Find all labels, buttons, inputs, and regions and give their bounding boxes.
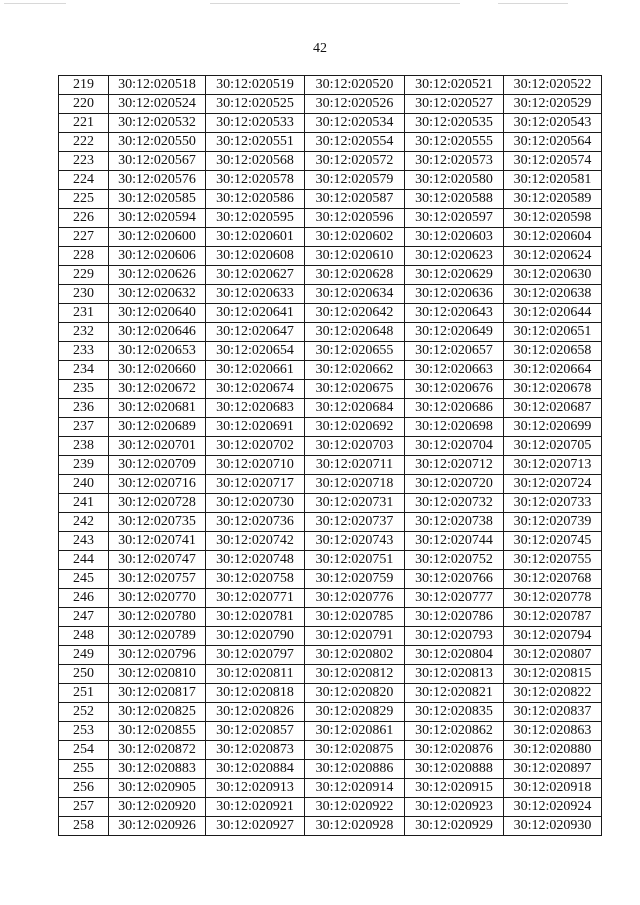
cadastral-number-cell: 30:12:020657 [405,342,504,361]
cadastral-number-cell: 30:12:020781 [206,608,305,627]
cadastral-number-cell: 30:12:020745 [504,532,602,551]
cadastral-number-cell: 30:12:020818 [206,684,305,703]
cadastral-number-cell: 30:12:020796 [109,646,206,665]
cadastral-number-cell: 30:12:020757 [109,570,206,589]
row-number-cell: 236 [59,399,109,418]
table-row [59,684,602,703]
cadastral-number-cell: 30:12:020672 [109,380,206,399]
row-number-cell: 246 [59,589,109,608]
cadastral-number-cell: 30:12:020787 [504,608,602,627]
cadastral-number-cell: 30:12:020820 [305,684,405,703]
cadastral-number-cell: 30:12:020815 [504,665,602,684]
row-number-cell: 243 [59,532,109,551]
cadastral-number-cell: 30:12:020743 [305,532,405,551]
cadastral-number-cell: 30:12:020651 [504,323,602,342]
table-row [59,95,602,114]
row-number-cell: 232 [59,323,109,342]
table-row [59,133,602,152]
cadastral-number-cell: 30:12:020759 [305,570,405,589]
cadastral-number-cell: 30:12:020691 [206,418,305,437]
cadastral-number-cell: 30:12:020522 [504,76,602,95]
cadastral-number-cell: 30:12:020681 [109,399,206,418]
cadastral-number-cell: 30:12:020573 [405,152,504,171]
cadastral-number-cell: 30:12:020738 [405,513,504,532]
row-number-cell: 248 [59,627,109,646]
cadastral-number-cell: 30:12:020821 [405,684,504,703]
cadastral-number-cell: 30:12:020857 [206,722,305,741]
cadastral-number-cell: 30:12:020601 [206,228,305,247]
table-row [59,399,602,418]
cadastral-number-cell: 30:12:020905 [109,779,206,798]
cadastral-number-cell: 30:12:020748 [206,551,305,570]
cadastral-number-cell: 30:12:020527 [405,95,504,114]
cadastral-number-cell: 30:12:020660 [109,361,206,380]
cadastral-number-cell: 30:12:020876 [405,741,504,760]
scan-artifact-line [210,3,460,4]
cadastral-number-cell: 30:12:020602 [305,228,405,247]
cadastral-number-cell: 30:12:020519 [206,76,305,95]
table-row [59,361,602,380]
cadastral-number-cell: 30:12:020883 [109,760,206,779]
cadastral-number-cell: 30:12:020551 [206,133,305,152]
cadastral-number-cell: 30:12:020683 [206,399,305,418]
cadastral-number-cell: 30:12:020626 [109,266,206,285]
cadastral-number-cell: 30:12:020699 [504,418,602,437]
row-number-cell: 224 [59,171,109,190]
cadastral-number-cell: 30:12:020736 [206,513,305,532]
row-number-cell: 225 [59,190,109,209]
row-number-cell: 233 [59,342,109,361]
cadastral-number-cell: 30:12:020888 [405,760,504,779]
cadastral-number-cell: 30:12:020568 [206,152,305,171]
cadastral-number-cell: 30:12:020813 [405,665,504,684]
table-row [59,817,602,836]
cadastral-number-cell: 30:12:020778 [504,589,602,608]
cadastral-number-cell: 30:12:020648 [305,323,405,342]
row-number-cell: 221 [59,114,109,133]
cadastral-number-cell: 30:12:020771 [206,589,305,608]
row-number-cell: 237 [59,418,109,437]
cadastral-number-cell: 30:12:020758 [206,570,305,589]
cadastral-number-cell: 30:12:020835 [405,703,504,722]
cadastral-number-cell: 30:12:020926 [109,817,206,836]
cadastral-number-cell: 30:12:020863 [504,722,602,741]
table-row [59,798,602,817]
cadastral-number-cell: 30:12:020794 [504,627,602,646]
cadastral-number-cell: 30:12:020922 [305,798,405,817]
row-number-cell: 255 [59,760,109,779]
cadastral-number-cell: 30:12:020855 [109,722,206,741]
cadastral-number-cell: 30:12:020595 [206,209,305,228]
cadastral-number-cell: 30:12:020588 [405,190,504,209]
cadastral-number-cell: 30:12:020929 [405,817,504,836]
cadastral-number-cell: 30:12:020717 [206,475,305,494]
cadastral-number-cell: 30:12:020638 [504,285,602,304]
table-row [59,437,602,456]
cadastral-number-cell: 30:12:020634 [305,285,405,304]
cadastral-number-cell: 30:12:020646 [109,323,206,342]
cadastral-number-cell: 30:12:020880 [504,741,602,760]
cadastral-number-cell: 30:12:020640 [109,304,206,323]
cadastral-number-cell: 30:12:020692 [305,418,405,437]
table-row [59,779,602,798]
table-row [59,190,602,209]
cadastral-number-cell: 30:12:020525 [206,95,305,114]
cadastral-number-cell: 30:12:020658 [504,342,602,361]
cadastral-number-cell: 30:12:020884 [206,760,305,779]
cadastral-number-table [58,75,602,836]
cadastral-number-cell: 30:12:020642 [305,304,405,323]
table-row [59,608,602,627]
row-number-cell: 227 [59,228,109,247]
row-number-cell: 219 [59,76,109,95]
table-row [59,627,602,646]
cadastral-number-cell: 30:12:020534 [305,114,405,133]
table-row [59,114,602,133]
table-row [59,513,602,532]
cadastral-number-cell: 30:12:020811 [206,665,305,684]
cadastral-number-cell: 30:12:020702 [206,437,305,456]
table-row [59,380,602,399]
row-number-cell: 229 [59,266,109,285]
cadastral-number-cell: 30:12:020822 [504,684,602,703]
row-number-cell: 257 [59,798,109,817]
table-row [59,228,602,247]
cadastral-number-cell: 30:12:020654 [206,342,305,361]
cadastral-number-cell: 30:12:020535 [405,114,504,133]
cadastral-number-cell: 30:12:020594 [109,209,206,228]
row-number-cell: 253 [59,722,109,741]
cadastral-number-cell: 30:12:020786 [405,608,504,627]
cadastral-number-cell: 30:12:020674 [206,380,305,399]
row-number-cell: 234 [59,361,109,380]
cadastral-number-cell: 30:12:020701 [109,437,206,456]
table-row [59,76,602,95]
cadastral-number-cell: 30:12:020533 [206,114,305,133]
cadastral-number-cell: 30:12:020733 [504,494,602,513]
table-row [59,456,602,475]
cadastral-number-cell: 30:12:020643 [405,304,504,323]
cadastral-number-cell: 30:12:020610 [305,247,405,266]
row-number-cell: 254 [59,741,109,760]
cadastral-number-cell: 30:12:020930 [504,817,602,836]
row-number-cell: 240 [59,475,109,494]
table-row [59,323,602,342]
scan-artifact-line [4,3,66,4]
cadastral-number-cell: 30:12:020623 [405,247,504,266]
cadastral-number-cell: 30:12:020923 [405,798,504,817]
cadastral-number-cell: 30:12:020770 [109,589,206,608]
scan-artifact-line [498,3,568,4]
cadastral-number-cell: 30:12:020777 [405,589,504,608]
cadastral-number-cell: 30:12:020678 [504,380,602,399]
cadastral-number-cell: 30:12:020606 [109,247,206,266]
cadastral-number-cell: 30:12:020624 [504,247,602,266]
row-number-cell: 228 [59,247,109,266]
cadastral-number-cell: 30:12:020675 [305,380,405,399]
cadastral-number-cell: 30:12:020603 [405,228,504,247]
cadastral-number-cell: 30:12:020518 [109,76,206,95]
cadastral-number-cell: 30:12:020704 [405,437,504,456]
cadastral-number-cell: 30:12:020825 [109,703,206,722]
cadastral-number-cell: 30:12:020608 [206,247,305,266]
cadastral-number-cell: 30:12:020585 [109,190,206,209]
row-number-cell: 249 [59,646,109,665]
cadastral-number-cell: 30:12:020705 [504,437,602,456]
cadastral-number-cell: 30:12:020600 [109,228,206,247]
cadastral-number-cell: 30:12:020629 [405,266,504,285]
row-number-cell: 223 [59,152,109,171]
cadastral-number-cell: 30:12:020928 [305,817,405,836]
row-number-cell: 252 [59,703,109,722]
cadastral-number-cell: 30:12:020755 [504,551,602,570]
cadastral-number-cell: 30:12:020780 [109,608,206,627]
table-row [59,494,602,513]
cadastral-number-cell: 30:12:020630 [504,266,602,285]
cadastral-number-cell: 30:12:020655 [305,342,405,361]
cadastral-number-cell: 30:12:020837 [504,703,602,722]
cadastral-number-cell: 30:12:020920 [109,798,206,817]
cadastral-number-cell: 30:12:020872 [109,741,206,760]
cadastral-number-cell: 30:12:020526 [305,95,405,114]
row-number-cell: 226 [59,209,109,228]
cadastral-number-cell: 30:12:020550 [109,133,206,152]
cadastral-number-cell: 30:12:020641 [206,304,305,323]
cadastral-number-cell: 30:12:020589 [504,190,602,209]
cadastral-number-cell: 30:12:020861 [305,722,405,741]
cadastral-number-cell: 30:12:020862 [405,722,504,741]
cadastral-number-cell: 30:12:020586 [206,190,305,209]
row-number-cell: 220 [59,95,109,114]
cadastral-number-cell: 30:12:020817 [109,684,206,703]
cadastral-number-cell: 30:12:020687 [504,399,602,418]
table-row [59,475,602,494]
cadastral-number-cell: 30:12:020804 [405,646,504,665]
row-number-cell: 222 [59,133,109,152]
cadastral-number-cell: 30:12:020716 [109,475,206,494]
cadastral-number-cell: 30:12:020737 [305,513,405,532]
cadastral-number-cell: 30:12:020686 [405,399,504,418]
cadastral-number-cell: 30:12:020604 [504,228,602,247]
table-row [59,152,602,171]
cadastral-number-cell: 30:12:020572 [305,152,405,171]
cadastral-number-cell: 30:12:020720 [405,475,504,494]
cadastral-number-cell: 30:12:020653 [109,342,206,361]
row-number-cell: 241 [59,494,109,513]
row-number-cell: 256 [59,779,109,798]
cadastral-number-cell: 30:12:020735 [109,513,206,532]
cadastral-number-cell: 30:12:020741 [109,532,206,551]
cadastral-number-cell: 30:12:020789 [109,627,206,646]
cadastral-number-cell: 30:12:020578 [206,171,305,190]
table-row [59,722,602,741]
cadastral-number-cell: 30:12:020724 [504,475,602,494]
cadastral-number-cell: 30:12:020875 [305,741,405,760]
cadastral-number-cell: 30:12:020918 [504,779,602,798]
cadastral-number-cell: 30:12:020689 [109,418,206,437]
cadastral-number-cell: 30:12:020791 [305,627,405,646]
table-row [59,532,602,551]
cadastral-number-cell: 30:12:020739 [504,513,602,532]
cadastral-number-cell: 30:12:020768 [504,570,602,589]
cadastral-number-cell: 30:12:020649 [405,323,504,342]
table-row [59,760,602,779]
cadastral-number-cell: 30:12:020598 [504,209,602,228]
cadastral-number-cell: 30:12:020662 [305,361,405,380]
cadastral-number-cell: 30:12:020524 [109,95,206,114]
cadastral-number-cell: 30:12:020713 [504,456,602,475]
cadastral-number-cell: 30:12:020873 [206,741,305,760]
cadastral-number-cell: 30:12:020661 [206,361,305,380]
row-number-cell: 245 [59,570,109,589]
table-row [59,209,602,228]
table-row [59,418,602,437]
cadastral-number-cell: 30:12:020921 [206,798,305,817]
cadastral-number-cell: 30:12:020812 [305,665,405,684]
cadastral-number-cell: 30:12:020914 [305,779,405,798]
cadastral-number-cell: 30:12:020731 [305,494,405,513]
table-row [59,266,602,285]
cadastral-number-cell: 30:12:020747 [109,551,206,570]
cadastral-number-cell: 30:12:020636 [405,285,504,304]
table-row [59,285,602,304]
cadastral-number-cell: 30:12:020924 [504,798,602,817]
table-row [59,551,602,570]
cadastral-number-cell: 30:12:020521 [405,76,504,95]
cadastral-number-cell: 30:12:020596 [305,209,405,228]
cadastral-number-cell: 30:12:020751 [305,551,405,570]
table-row [59,741,602,760]
cadastral-number-cell: 30:12:020742 [206,532,305,551]
cadastral-number-cell: 30:12:020580 [405,171,504,190]
table-row [59,342,602,361]
table-row [59,589,602,608]
table-row [59,703,602,722]
table-row [59,646,602,665]
cadastral-number-cell: 30:12:020927 [206,817,305,836]
cadastral-number-cell: 30:12:020826 [206,703,305,722]
cadastral-number-cell: 30:12:020766 [405,570,504,589]
table-row [59,570,602,589]
cadastral-number-cell: 30:12:020744 [405,532,504,551]
cadastral-number-cell: 30:12:020647 [206,323,305,342]
cadastral-number-cell: 30:12:020790 [206,627,305,646]
row-number-cell: 247 [59,608,109,627]
page-number: 42 [313,41,327,56]
row-number-cell: 230 [59,285,109,304]
row-number-cell: 250 [59,665,109,684]
cadastral-number-cell: 30:12:020829 [305,703,405,722]
cadastral-number-cell: 30:12:020554 [305,133,405,152]
table-row [59,304,602,323]
cadastral-number-cell: 30:12:020709 [109,456,206,475]
cadastral-number-cell: 30:12:020776 [305,589,405,608]
cadastral-number-cell: 30:12:020703 [305,437,405,456]
cadastral-number-cell: 30:12:020633 [206,285,305,304]
cadastral-number-cell: 30:12:020543 [504,114,602,133]
cadastral-number-cell: 30:12:020529 [504,95,602,114]
row-number-cell: 258 [59,817,109,836]
cadastral-number-cell: 30:12:020632 [109,285,206,304]
cadastral-number-cell: 30:12:020802 [305,646,405,665]
cadastral-number-cell: 30:12:020711 [305,456,405,475]
cadastral-number-cell: 30:12:020520 [305,76,405,95]
cadastral-number-cell: 30:12:020644 [504,304,602,323]
cadastral-number-cell: 30:12:020793 [405,627,504,646]
cadastral-number-cell: 30:12:020913 [206,779,305,798]
cadastral-number-cell: 30:12:020628 [305,266,405,285]
cadastral-number-cell: 30:12:020676 [405,380,504,399]
cadastral-number-cell: 30:12:020574 [504,152,602,171]
cadastral-number-cell: 30:12:020728 [109,494,206,513]
row-number-cell: 251 [59,684,109,703]
cadastral-number-cell: 30:12:020664 [504,361,602,380]
cadastral-number-cell: 30:12:020807 [504,646,602,665]
cadastral-number-cell: 30:12:020684 [305,399,405,418]
row-number-cell: 239 [59,456,109,475]
cadastral-number-cell: 30:12:020732 [405,494,504,513]
cadastral-number-cell: 30:12:020532 [109,114,206,133]
cadastral-number-cell: 30:12:020797 [206,646,305,665]
cadastral-number-cell: 30:12:020576 [109,171,206,190]
cadastral-number-cell: 30:12:020564 [504,133,602,152]
cadastral-number-cell: 30:12:020567 [109,152,206,171]
row-number-cell: 231 [59,304,109,323]
table-row [59,247,602,266]
cadastral-number-cell: 30:12:020710 [206,456,305,475]
table-row [59,665,602,684]
cadastral-number-cell: 30:12:020886 [305,760,405,779]
cadastral-number-cell: 30:12:020718 [305,475,405,494]
row-number-cell: 235 [59,380,109,399]
cadastral-number-cell: 30:12:020915 [405,779,504,798]
cadastral-number-cell: 30:12:020581 [504,171,602,190]
cadastral-number-cell: 30:12:020712 [405,456,504,475]
cadastral-number-cell: 30:12:020810 [109,665,206,684]
row-number-cell: 242 [59,513,109,532]
table-row [59,171,602,190]
cadastral-number-cell: 30:12:020897 [504,760,602,779]
cadastral-number-cell: 30:12:020627 [206,266,305,285]
row-number-cell: 244 [59,551,109,570]
cadastral-number-cell: 30:12:020597 [405,209,504,228]
row-number-cell: 238 [59,437,109,456]
table-body [59,76,602,836]
cadastral-number-cell: 30:12:020752 [405,551,504,570]
cadastral-number-cell: 30:12:020663 [405,361,504,380]
cadastral-number-cell: 30:12:020587 [305,190,405,209]
cadastral-number-cell: 30:12:020698 [405,418,504,437]
cadastral-number-cell: 30:12:020785 [305,608,405,627]
cadastral-number-cell: 30:12:020555 [405,133,504,152]
cadastral-number-cell: 30:12:020730 [206,494,305,513]
cadastral-number-cell: 30:12:020579 [305,171,405,190]
